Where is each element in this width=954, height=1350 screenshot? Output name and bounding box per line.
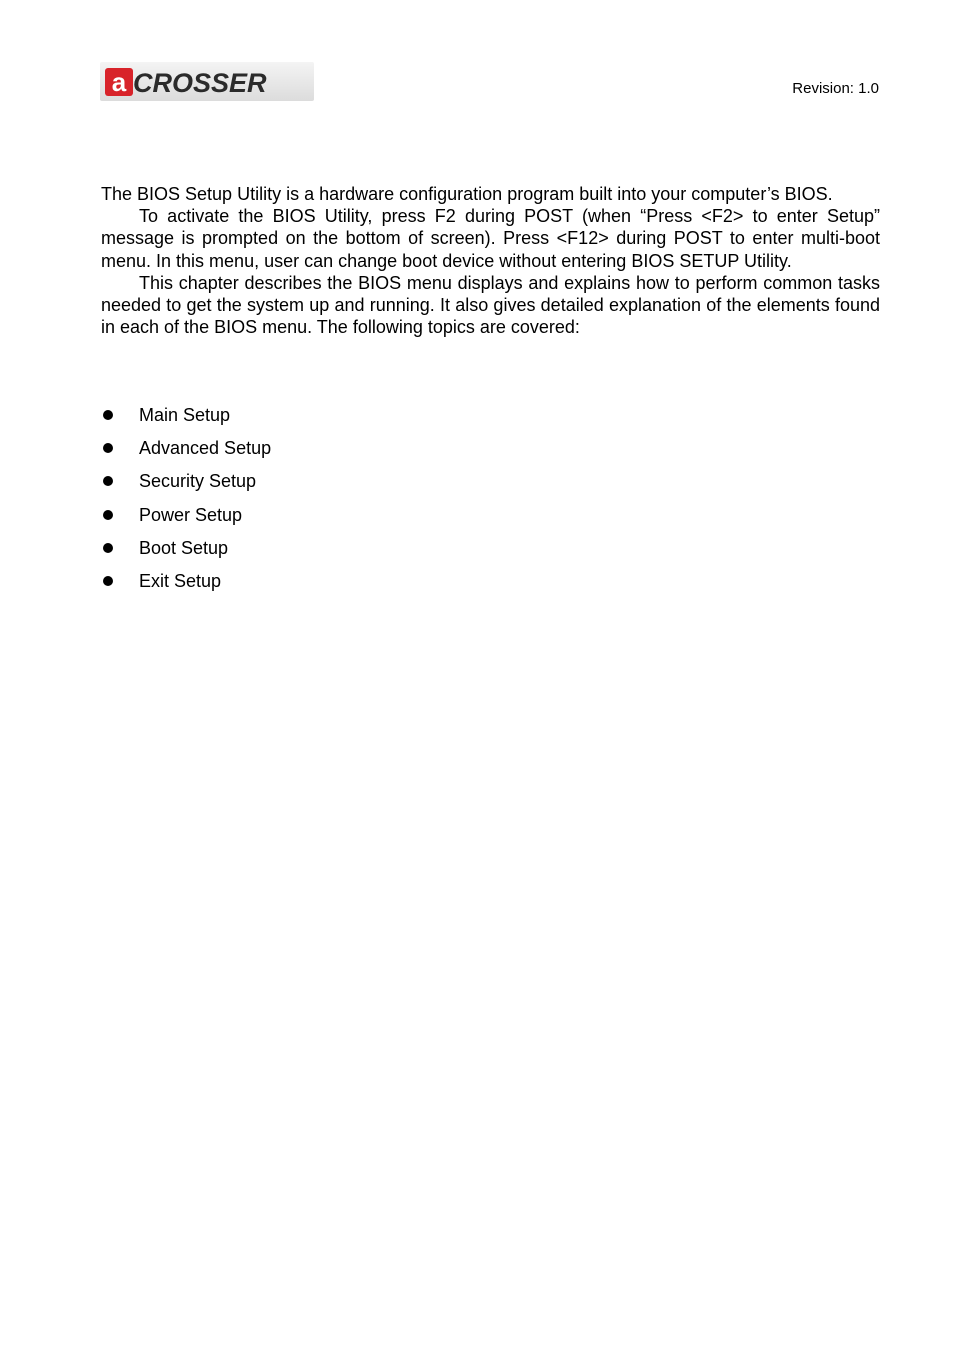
topic-advanced-setup: Advanced Setup	[139, 438, 272, 459]
list-item	[101, 469, 501, 502]
chapter-paragraph: This chapter describes the BIOS menu displays and explains how to perform common tasks needed to get the system up and running. It also gives detailed explanation of the elements found in each of the BIOS menu. The following topics are covered:	[101, 272, 880, 338]
topic-exit-setup: Exit Setup	[139, 570, 222, 591]
bullet-icon	[103, 443, 113, 453]
bullet-icon	[103, 510, 113, 520]
topic-boot-setup: Boot Setup	[139, 537, 229, 558]
body-text	[101, 183, 880, 338]
bullet-icon	[103, 410, 113, 420]
topic-security-setup: Security Setup	[139, 471, 257, 492]
list-item	[101, 436, 501, 469]
list-item	[101, 536, 501, 569]
acrosser-logo	[100, 62, 314, 101]
intro-paragraph: The BIOS Setup Utility is a hardware configuration program built into your computer’s BIOS.	[101, 184, 833, 204]
logo-wordmark: CROSSER	[133, 68, 267, 98]
activation-paragraph: To activate the BIOS Utility, press F2 during POST (when “Press <F2> to enter Setup” message is prompted on the bottom of screen). Press <F12> during POST to enter multi-boot menu. In this menu, user can change boot device without entering BIOS SETUP Utility.	[101, 206, 880, 271]
revision-label: Revision: 1.0	[792, 80, 879, 97]
list-item	[101, 503, 501, 536]
bullet-icon	[103, 543, 113, 553]
bullet-icon	[103, 476, 113, 486]
bullet-icon	[103, 576, 113, 586]
list-item	[101, 569, 501, 602]
topics-list	[101, 403, 501, 602]
logo-a-glyph: a	[111, 67, 127, 97]
list-item	[101, 403, 501, 436]
topic-main-setup: Main Setup	[139, 405, 231, 425]
topic-power-setup: Power Setup	[139, 504, 243, 525]
acrosser-logo-mark	[100, 62, 314, 101]
